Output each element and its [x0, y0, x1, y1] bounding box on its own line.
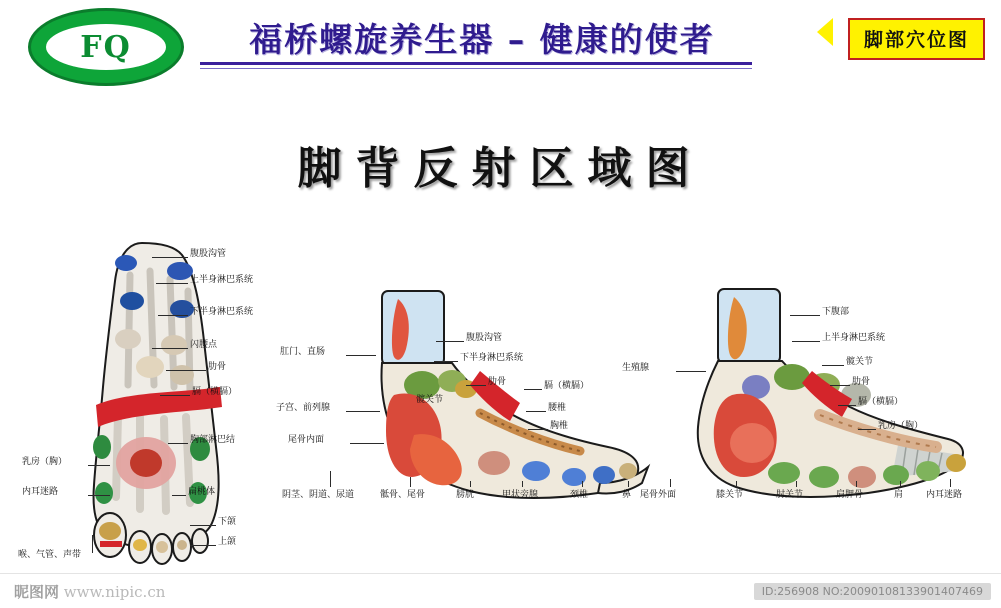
leader-line: [168, 443, 188, 444]
label-dorsal-l-0: 乳房（胸）: [22, 457, 68, 467]
label-dorsal-r-5: 膈（横膈）: [192, 387, 238, 397]
leader-line: [670, 479, 671, 487]
label-dorsal-b-2: 上颌: [218, 537, 237, 547]
label-inner-b-0: 阴茎、阴道、尿道: [282, 490, 355, 500]
leader-line: [628, 481, 629, 487]
label-inner-b-3: 甲状旁腺: [502, 490, 539, 500]
page-footer: [0, 573, 1001, 608]
label-dorsal-r-2: 下半身淋巴系统: [190, 307, 254, 317]
panel-lateral-outer-view: [622, 285, 1000, 515]
label-inner-l-2: 尾骨内面: [288, 435, 325, 445]
label-inner-b-1: 骶骨、尾骨: [380, 490, 426, 500]
image-id-badge: ID:256908 NO:20090108133901407469: [754, 583, 991, 600]
leader-line: [856, 481, 857, 487]
label-outer-r-4: 膈（横膈）: [858, 397, 904, 407]
label-outer-b-4: 肩: [894, 490, 904, 500]
label-inner-l-1: 子宫、前列腺: [276, 403, 331, 413]
leader-line: [346, 355, 376, 356]
leader-line: [524, 389, 542, 390]
label-inner-b-2: 膀胱: [456, 490, 475, 500]
label-outer-b-3: 肩胛骨: [836, 490, 864, 500]
label-outer-r-0: 下腹部: [822, 307, 850, 317]
leader-line: [796, 481, 797, 487]
label-outer-r-1: 上半身淋巴系统: [822, 333, 886, 343]
label-outer-l-0: 生殖腺: [622, 363, 650, 373]
brand-logo-mark: FQ: [80, 29, 132, 65]
page-title: 福桥螺旋养生器 – 健康的使者: [249, 20, 715, 59]
leader-line: [830, 385, 850, 386]
leader-line: [582, 481, 583, 487]
label-inner-r-0: 腹股沟管: [466, 333, 503, 343]
leader-line: [92, 535, 93, 553]
leader-line: [790, 315, 820, 316]
leader-line: [410, 477, 411, 487]
leader-line: [190, 525, 216, 526]
leader-line: [736, 481, 737, 487]
label-inner-r-5: 胸椎: [550, 421, 569, 431]
label-dorsal-b-0: 扁桃体: [188, 487, 216, 497]
leader-line: [950, 479, 951, 487]
leader-line: [160, 395, 190, 396]
label-outer-r-5: 乳房（胸）: [878, 421, 924, 431]
label-outer-r-3: 肋骨: [852, 377, 871, 387]
leader-line: [88, 465, 110, 466]
leader-line: [434, 361, 458, 362]
corner-tag: 脚部穴位图: [848, 18, 985, 60]
leader-line: [158, 315, 188, 316]
leader-line: [676, 371, 706, 372]
title-rule: [200, 62, 752, 65]
label-dorsal-r-1: 上半身淋巴系统: [190, 275, 254, 285]
label-inner-r-3: 膈（横膈）: [544, 381, 590, 391]
panel-lateral-inner-view: [270, 285, 670, 515]
leader-line: [858, 429, 876, 430]
label-outer-b-5: 内耳迷路: [926, 490, 963, 500]
foot-illustration-outer: [660, 285, 980, 510]
page-header: [0, 0, 1001, 88]
leader-line: [330, 471, 331, 487]
leader-line: [88, 495, 110, 496]
leader-line: [466, 385, 486, 386]
section-title: 脚背反射区域图: [297, 143, 704, 194]
leader-line: [346, 411, 380, 412]
label-dorsal-r-6: 胸部淋巴结: [190, 435, 236, 445]
title-rule-thin: [200, 68, 752, 69]
label-inner-l-0: 肛门、直肠: [280, 347, 326, 357]
leader-line: [792, 341, 820, 342]
label-dorsal-r-3: 闪腰点: [190, 340, 218, 350]
label-dorsal-l-1: 内耳迷路: [22, 487, 59, 497]
leader-line: [436, 341, 464, 342]
label-inner-r-2: 肋骨: [488, 377, 507, 387]
label-outer-b-2: 肘关节: [776, 490, 804, 500]
leader-line: [528, 429, 548, 430]
label-inner-r-1: 下半身淋巴系统: [460, 353, 524, 363]
leader-line: [190, 545, 216, 546]
label-inner-b-4: 颈椎: [570, 490, 589, 500]
brand-logo-inner: [46, 24, 166, 70]
brand-logo: [28, 8, 184, 86]
label-inner-r-4: 腰椎: [548, 403, 567, 413]
leader-line: [522, 481, 523, 487]
leader-line: [166, 370, 206, 371]
label-outer-b-1: 膝关节: [716, 490, 744, 500]
leader-line: [838, 405, 856, 406]
label-dorsal-b-1: 下颌: [218, 517, 237, 527]
leader-line: [152, 257, 188, 258]
leader-line: [152, 348, 188, 349]
label-outer-b-0: 尾骨外面: [640, 490, 677, 500]
corner-tag-tail-icon: [817, 18, 833, 46]
leader-line: [822, 365, 844, 366]
leader-line: [900, 481, 901, 487]
label-inner-mid-0: 髋关节: [416, 395, 444, 405]
label-dorsal-l-2: 喉、气管、声带: [18, 550, 82, 560]
label-dorsal-r-0: 腹股沟管: [190, 249, 227, 259]
label-dorsal-r-4: 肋骨: [208, 362, 227, 372]
watermark-url: www.nipic.cn: [63, 583, 166, 601]
leader-line: [156, 283, 188, 284]
leader-line: [350, 443, 384, 444]
watermark: [14, 581, 165, 602]
leader-line: [172, 495, 186, 496]
leader-line: [470, 481, 471, 487]
label-inner-b-5: 鼻: [622, 490, 632, 500]
watermark-brand: 昵图网: [14, 583, 60, 601]
leader-line: [526, 411, 546, 412]
foot-illustration-inner: [360, 285, 660, 510]
label-outer-r-2: 髋关节: [846, 357, 874, 367]
